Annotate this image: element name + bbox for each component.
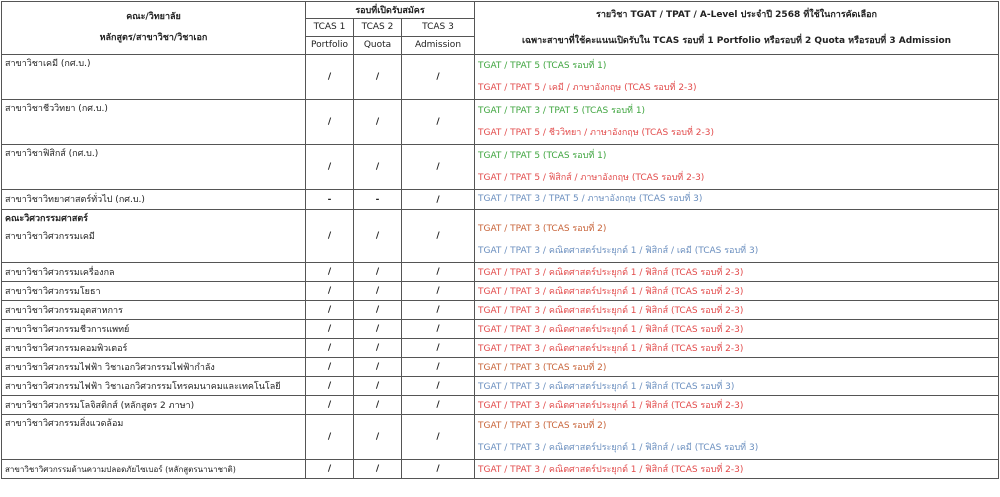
subjects-header [475,2,999,55]
subjects-header-line1: รายวิชา TGAT / TPAT / A-Level ประจำปี 2568 ที่ใช้ในการคัดเลือก [596,10,877,20]
subjects-cell [475,55,999,100]
subjects-cell [475,100,999,145]
tcas1-mark: / [306,396,354,415]
table-row [2,460,999,479]
program-name: สาขาวิชาวิทยาศาสตร์ทั่วไป (กศ.บ.) [2,190,306,210]
tcas3-mark: / [402,282,475,301]
program-name: สาขาวิชาฟิสิกส์ (กศ.บ.) [2,145,306,190]
rounds-header: รอบที่เปิดรับสมัคร [306,2,475,19]
subject-line: TGAT / TPAT 3 (TCAS รอบที่ 2) [478,224,607,234]
program-name: สาขาวิชาวิศวกรรมไฟฟ้า วิชาเอกวิศวกรรมโทรคมนาคมและเทคโนโลยี [2,377,306,396]
program-name: สาขาวิชาชีววิทยา (กศ.บ.) [2,100,306,145]
tcas3-mark: / [402,460,475,479]
tcas2-mark: - [354,190,402,210]
tcas1-mark: / [306,460,354,479]
program-name: สาขาวิชาวิศวกรรมอุตสาหการ [2,301,306,320]
table-row [2,100,999,145]
program-name: สาขาวิชาวิศวกรรมไฟฟ้า วิชาเอกวิศวกรรมไฟฟ้ากำลัง [2,358,306,377]
faculty-name: คณะวิศวกรรมศาสตร์ [5,214,89,224]
tcas1-mark: / [306,301,354,320]
subject-line: TGAT / TPAT 3 / คณิตศาสตร์ประยุกต์ 1 / ฟิสิกส์ (TCAS รอบที่ 2-3) [475,263,999,282]
subjects-cell [475,210,999,263]
tcas2-mark: / [354,210,402,263]
faculty-label: คณะ/วิทยาลัย [126,12,181,22]
tcas1-mark: / [306,55,354,100]
tcas1-header: TCAS 1 [306,18,354,36]
tcas2-mark: / [354,320,402,339]
table-row [2,190,999,210]
tcas3-mark: / [402,190,475,210]
tcas3-mark: / [402,339,475,358]
tcas2-mark: / [354,282,402,301]
tcas2-mark: / [354,339,402,358]
tcas3-mark: / [402,145,475,190]
subjects-cell [475,415,999,460]
tcas2-mark: / [354,377,402,396]
admission-header: Admission [402,36,475,54]
portfolio-header: Portfolio [306,36,354,54]
tcas1-mark: / [306,282,354,301]
subject-line: TGAT / TPAT 3 (TCAS รอบที่ 2) [478,421,607,431]
program-name: สาขาวิชาวิศวกรรมคอมพิวเตอร์ [2,339,306,358]
subject-line: TGAT / TPAT 3 / คณิตศาสตร์ประยุกต์ 1 / ฟิสิกส์ (TCAS รอบที่ 2-3) [475,396,999,415]
subject-line: TGAT / TPAT 3 / คณิตศาสตร์ประยุกต์ 1 / ฟิสิกส์ (TCAS รอบที่ 2-3) [475,301,999,320]
table-row [2,396,999,415]
subjects-cell [475,190,999,210]
tcas1-mark: / [306,320,354,339]
tcas2-mark: / [354,55,402,100]
program-name: คณะวิศวกรรมศาสตร์ สาขาวิชาวิศวกรรมเคมี [2,210,306,263]
tcas2-mark: / [354,145,402,190]
subject-line: TGAT / TPAT 3 / TPAT 5 (TCAS รอบที่ 1) [478,106,646,116]
table-row [2,210,999,263]
subject-line: TGAT / TPAT 5 (TCAS รอบที่ 1) [478,61,607,71]
tcas3-mark: / [402,320,475,339]
subject-line: TGAT / TPAT 3 (TCAS รอบที่ 2) [475,358,999,377]
tcas1-mark: / [306,100,354,145]
program-name: สาขาวิชาวิศวกรรมโลจิสติกส์ (หลักสูตร 2 ภาษา) [2,396,306,415]
tcas2-mark: / [354,301,402,320]
subject-line: TGAT / TPAT 3 / คณิตศาสตร์ประยุกต์ 1 / ฟิสิกส์ (TCAS รอบที่ 2-3) [475,460,999,479]
subject-line: TGAT / TPAT 3 / คณิตศาสตร์ประยุกต์ 1 / ฟิสิกส์ (TCAS รอบที่ 2-3) [475,339,999,358]
subject-line: TGAT / TPAT 3 / คณิตศาสตร์ประยุกต์ 1 / ฟิสิกส์ / เคมี (TCAS รอบที่ 3) [478,246,759,256]
tcas2-mark: / [354,396,402,415]
table-row [2,263,999,282]
tcas2-mark: / [354,263,402,282]
subject-line: TGAT / TPAT 3 / คณิตศาสตร์ประยุกต์ 1 / ฟิสิกส์ (TCAS รอบที่ 2-3) [475,282,999,301]
tcas3-mark: / [402,301,475,320]
tcas3-mark: / [402,100,475,145]
tcas1-mark: / [306,145,354,190]
table-row [2,339,999,358]
admission-table [1,1,999,479]
table-row [2,301,999,320]
table-row [2,55,999,100]
program-name: สาขาวิชาวิศวกรรมสิ่งแวดล้อม [2,415,306,460]
tcas2-header: TCAS 2 [354,18,402,36]
program-name: สาขาวิชาวิศวกรรมเครื่องกล [2,263,306,282]
tcas2-mark: / [354,460,402,479]
tcas3-mark: / [402,415,475,460]
tcas3-mark: / [402,358,475,377]
subject-line: TGAT / TPAT 5 / ชีววิทยา / ภาษาอังกฤษ (TCAS รอบที่ 2-3) [478,128,714,138]
tcas1-mark: / [306,358,354,377]
subject-line: TGAT / TPAT 5 / เคมี / ภาษาอังกฤษ (TCAS รอบที่ 2-3) [478,83,697,93]
tcas3-mark: / [402,210,475,263]
table-row [2,282,999,301]
tcas3-header: TCAS 3 [402,18,475,36]
tcas3-mark: / [402,377,475,396]
table-row [2,145,999,190]
tcas1-mark: - [306,190,354,210]
tcas1-mark: / [306,377,354,396]
program-name: สาขาวิชาวิศวกรรมด้านความปลอดภัยไซเบอร์ (หลักสูตรนานาชาติ) [2,460,306,479]
subjects-cell [475,145,999,190]
table-row [2,320,999,339]
program-name: สาขาวิชาเคมี (กศ.บ.) [2,55,306,100]
tcas1-mark: / [306,339,354,358]
tcas2-mark: / [354,100,402,145]
program-label: หลักสูตร/สาขาวิชา/วิชาเอก [99,33,208,43]
program-name: สาขาวิชาวิศวกรรมชีวการแพทย์ [2,320,306,339]
subject-line: TGAT / TPAT 3 / คณิตศาสตร์ประยุกต์ 1 / ฟิสิกส์ (TCAS รอบที่ 2-3) [475,320,999,339]
subject-line: TGAT / TPAT 3 / คณิตศาสตร์ประยุกต์ 1 / ฟิสิกส์ / เคมี (TCAS รอบที่ 3) [478,443,759,453]
subjects-header-line2: เฉพาะสาขาที่ใช้คะแนนเปิดรับใน TCAS รอบที่ 1 Portfolio หรือรอบที่ 2 Quota หรือรอบที่ 3 Admission [521,36,952,46]
subject-line: TGAT / TPAT 5 / ฟิสิกส์ / ภาษาอังกฤษ (TCAS รอบที่ 2-3) [478,173,705,183]
subject-line: TGAT / TPAT 3 / TPAT 5 / ภาษาอังกฤษ (TCAS รอบที่ 3) [478,194,703,204]
program-name: สาขาวิชาวิศวกรรมโยธา [2,282,306,301]
faculty-program-header [2,2,306,55]
tcas1-mark: / [306,210,354,263]
quota-header: Quota [354,36,402,54]
tcas2-mark: / [354,358,402,377]
table-row [2,415,999,460]
tcas3-mark: / [402,263,475,282]
subject-line: TGAT / TPAT 3 / คณิตศาสตร์ประยุกต์ 1 / ฟิสิกส์ (TCAS รอบที่ 3) [475,377,999,396]
subject-line: TGAT / TPAT 5 (TCAS รอบที่ 1) [478,151,607,161]
tcas3-mark: / [402,396,475,415]
tcas3-mark: / [402,55,475,100]
tcas2-mark: / [354,415,402,460]
tcas1-mark: / [306,263,354,282]
tcas1-mark: / [306,415,354,460]
table-row [2,358,999,377]
table-row [2,377,999,396]
